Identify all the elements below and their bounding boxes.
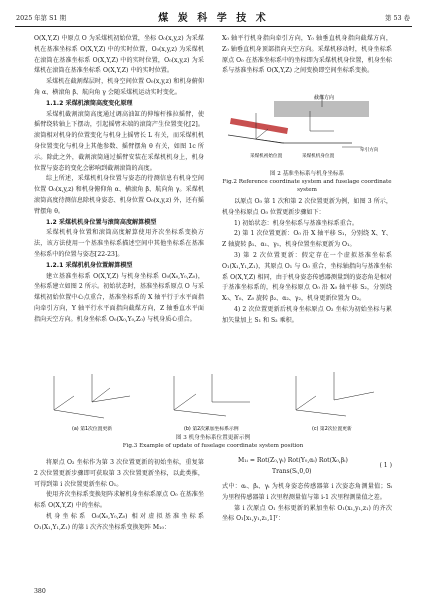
caption-en: Fig.2 Reference coordinate system and fuselage coordinate system: [222, 179, 392, 193]
formula-line-2: Trans(Sᵢ,0,0): [272, 467, 312, 475]
paragraph: 采煤机在截割煤层时，机身空间位置 O₀(x,y,z) 和机身俯仰角 α、横滚角 β、航向角 γ 会随采煤机运动实时变化。: [34, 78, 204, 96]
paragraph: 第 i 次原点 O₁ 坐标更新的累加坐标 O₁(x₁,y₁,z₁) 的齐次坐标 O₁[x₁,y₁,z₁,1]ᵀ：: [222, 504, 392, 523]
header-rule: [15, 26, 412, 27]
paragraph: 3) 第 2 次位置更新：假定存在一个虚拟基准坐标系 O₁(X₁,Y₁,Z₁)，其原点 O₁ 与 O₀ 重合，坐标轴指向与基准坐标系 O(X,Y,Z) 相同，由于机身姿态传感器测量到的姿态角是相对于基准坐标系的，机身坐标原点 O₀ 沿 X₀ 轴平移 S₂，分别绕 X₀、Y₀、Z₀ 旋转 β₂、α₂、γ₂，机身更新位置为 O₂。: [222, 251, 392, 303]
paragraph: 以原点 O₀ 第 1 次和第 2 次位置更新为例，如图 3 所示，机身坐标原点 O₀ 位置更新步骤如下：: [222, 198, 392, 216]
y-axis: [256, 129, 268, 139]
caption-cn: 图 3 机身坐标系位置更新示例: [175, 435, 251, 441]
issue-label: 2025 年第 S1 期: [16, 14, 66, 22]
formula-1: [222, 456, 392, 478]
paragraph: X₀ 轴平行机身指向牵引方向，Y₀ 轴垂直机身指向截煤方向，Z₀ 轴垂直机身顶部指向天空方向。采煤机移动时，机身坐标系原点 O₀ 在基准坐标系中的坐标即为采煤机机身位置，机身坐标系与基准坐标系 O(X,Y,Z) 之间变换即空间坐标系变换。: [222, 35, 392, 75]
shearer-body: [230, 118, 288, 134]
paragraph: 4) 2 次位置更新后机身坐标原点 O₂ 坐标为初始坐标与累加矢量加上 S₁ 和 S₂ 乘积。: [222, 305, 392, 324]
right-column-top: [222, 34, 392, 77]
base-position-label: 采煤机初始位置: [250, 154, 283, 159]
subfigure-a: [54, 374, 130, 432]
caption-cn: 图 2 基准坐标系与机身坐标系: [269, 171, 345, 177]
figure-3-caption: [34, 434, 392, 450]
section-heading: 1.1.2 采煤机滚筒高度变化原理: [46, 99, 133, 107]
x-axis: [256, 139, 284, 143]
paragraph: 建立基准坐标系 O(X,Y,Z) 与机身坐标系 O₀(X₀,Y₀,Z₀)，坐标系建立如图 2 所示。初始状态时，基准坐标系原点 O 与采煤机初始位置中心点重合，基准坐标系的 X 轴平行于水平面指向牵引方向，Y 轴平行水平面指向截煤方向，Z 轴垂直水平面指向天空方向。机身坐标系 O₀(X₀,Y₀,Z₀) 与机身质心重合。: [34, 272, 204, 323]
figure-2-caption: [222, 170, 392, 194]
section-heading: 1.2.1 采煤机机身位置解算模型: [46, 261, 133, 269]
paragraph: 采煤机截割滚筒高度通过调高油缸的伸缩杆推拉摇臂，使摇臂绕转轴上下摆动，引起摇臂末端的滚筒产生位置变化[2]。滚筒相对机身的位置变化与机身上摇臂长 L 有关，而采煤机机身位置变化与机身上其他参数、摇臂摆角 θ 有关，如图 1c 所示。除此之外，截割滚筒通过摇臂安装在采煤机机身上，机身位置与姿态的变化会影响到截割滚筒的高度。: [34, 110, 204, 172]
subfigure-c: [296, 372, 374, 432]
direction-label: 截煤方向: [314, 95, 335, 101]
left-column: [34, 34, 204, 326]
paragraph: O(X,Y,Z) 中原点 O 为采煤机初始位置，坐标 O₀(x,y,z) 为采煤机在基准坐标系 O(X,Y,Z) 中的实时位置，O₀(x,y,z) 为采煤机在滚筒在基准坐标系 O(X,Y,Z) 中的实时位置，O₀(x,y,z) 为采煤机在滚筒在基准坐标系 O(X,Y,Z) 中的实时位置。: [34, 35, 204, 75]
paragraph: 采煤机机身位置和滚筒高度解算使用齐次坐标系变换方法，该方法使用一个基准坐标系描述空间中其他坐标系在基准坐标系中的位置与姿态[22-23]。: [34, 229, 204, 258]
paragraph: 将原点 O₂ 坐标作为第 3 次位置更新的初始坐标，重复第 2 次位置更新步骤即可获取第 3 次位置更新坐标，以此类推，可得到第 i 次位置更新坐标 O₁。: [34, 459, 204, 488]
paragraph: 综上所述，采煤机机身位置与姿态的待测信息有机身空间位置 O₀(x,y,z) 和机身俯仰角 α、横滚角 β、航向角 γ。采煤机滚筒高度待测信息除机身姿态、机身位置 O₀(x,y,z) 外，还有摇臂摆角 θ。: [34, 175, 204, 215]
paragraph: 2) 第 1 次位置更新：O₀ 沿 X 轴平移 S₁，分别绕 X、Y、Z 轴旋转 β₁、α₁、γ₁，机身位置坐标更新为 O₁。: [222, 230, 392, 249]
right-column-bottom: [222, 482, 392, 525]
body-position-label: 采煤机机身位置: [302, 154, 335, 159]
subfigure-b: [174, 374, 250, 432]
subfigure-a-label: (a) 第1次位置更新: [72, 427, 113, 432]
caption-en: Fig.3 Example of update of fuselage coordinate system position: [122, 443, 304, 449]
subfigure-b-label: (b) 第2次累加坐标系示例: [184, 427, 239, 432]
paragraph: 机身坐标系 O₀(X₀,Y₀,Z₀) 相对虚拟基准坐标系 O₁(X₁,Y₁,Z₁) 的第 i 次齐次坐标系变换矩阵 M₁₀：: [34, 512, 204, 531]
formula-number: ( 1 ): [379, 462, 392, 469]
formula-line-1: M₁ᵢ = Rot(Z₀,γᵢ) Rot(Y₀,αᵢ) Rot(X₀,βᵢ): [238, 457, 348, 464]
figure-2-diagram: [222, 91, 392, 175]
journal-title: 煤 炭 科 学 技 术: [158, 13, 269, 24]
figure-3-diagram: [34, 362, 392, 434]
left-column-bottom: [34, 458, 204, 534]
traction-label: 牵引方向: [360, 148, 379, 153]
paragraph: 使用齐次坐标系变换矩阵求解机身坐标系原点 O₀ 在基准坐标系 O(X,Y,Z) 中的坐标。: [34, 491, 204, 510]
subfigure-c-label: (c) 第2次位置更新: [312, 427, 352, 432]
page-header: [0, 0, 427, 30]
section-heading: 1.2 采煤机机身位置与滚筒高度解算模型: [46, 218, 157, 226]
page-number: 380: [34, 588, 46, 595]
paragraph: 式中：αᵢ、βᵢ、γᵢ 为机身姿态传感器第 i 次姿态角测量值；Sᵢ 为里程传感器第 i 次里程测量值与第 i-1 次里程测量值之差。: [222, 483, 392, 501]
right-column-mid: [222, 197, 392, 327]
paragraph: 1) 初始状态：机身坐标系与基准坐标系重合。: [234, 219, 358, 227]
coal-seam-block: [274, 101, 369, 117]
volume-label: 第 53 卷: [385, 14, 410, 22]
